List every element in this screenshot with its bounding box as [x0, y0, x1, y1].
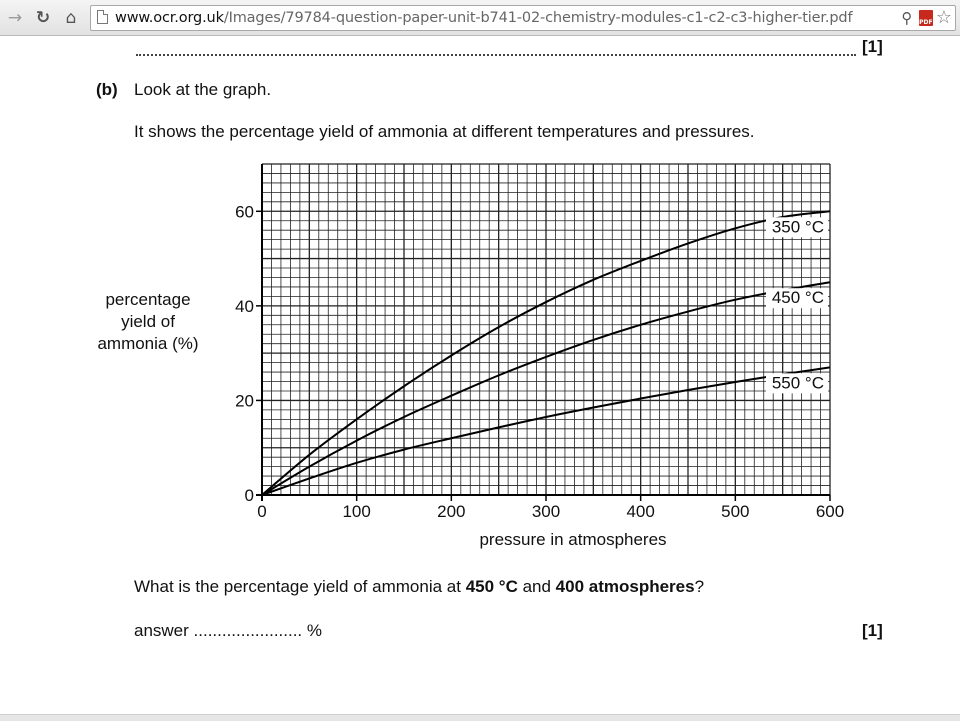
answer-line: answer ....................... % — [134, 621, 322, 640]
bookmark-star-icon[interactable]: ☆ — [935, 7, 952, 28]
url-domain: www.ocr.org.uk — [115, 10, 224, 26]
prompt-text-2: and — [517, 577, 556, 596]
prompt-text-3: ? — [694, 577, 705, 596]
x-tick-label: 500 — [721, 502, 750, 521]
x-tick-label: 100 — [342, 502, 371, 521]
pdf-icon[interactable]: PDF — [919, 10, 933, 26]
prompt-pressure: 400 atmospheres — [555, 577, 695, 596]
question-prompt — [134, 577, 704, 597]
question-mark: [1] — [862, 621, 883, 640]
series-label-3: 550 °C — [771, 373, 824, 393]
x-tick-label: 0 — [257, 502, 267, 521]
chart-x-axis-label: pressure in atmospheres — [479, 530, 667, 549]
home-icon[interactable]: ⌂ — [65, 7, 77, 28]
series-label-1: 350 °C — [771, 217, 824, 237]
chart-y-ticks — [235, 202, 262, 505]
description-text: It shows the percentage yield of ammonia at different temperatures and pressures. — [134, 122, 755, 141]
part-label: (b) — [96, 80, 118, 99]
chart-y-axis-label-line-1: percentage — [105, 290, 191, 309]
reload-icon[interactable]: ↻ — [35, 7, 51, 28]
chart-x-ticks — [257, 495, 844, 521]
x-tick-label: 400 — [626, 502, 655, 521]
chart-axes — [256, 164, 830, 501]
y-tick-label: 40 — [235, 296, 254, 316]
x-tick-label: 200 — [437, 502, 466, 521]
y-tick-label: 20 — [235, 391, 254, 411]
chart-y-axis-label-line-2: yield of — [121, 312, 175, 331]
prompt-text-1: What is the percentage yield of ammonia at — [134, 577, 466, 596]
series-label-2: 450 °C — [771, 288, 824, 308]
chart-series-labels — [766, 217, 828, 393]
x-tick-label: 300 — [531, 502, 561, 521]
zoom-icon[interactable]: ⚲ — [901, 9, 913, 27]
chart-y-axis-label-line-3: ammonia (%) — [97, 334, 199, 353]
y-tick-label: 0 — [244, 486, 254, 505]
back-arrow-icon[interactable]: → — [7, 7, 23, 28]
y-tick-label: 60 — [235, 202, 254, 222]
previous-mark: [1] — [862, 37, 883, 56]
instruction-text: Look at the graph. — [134, 80, 272, 99]
url-path: /Images/79784-question-paper-unit-b741-02-chemistry-modules-c1-c2-c3-higher-tier.pdf — [223, 10, 853, 26]
prompt-temperature: 450 °C — [465, 577, 518, 596]
x-tick-label: 600 — [815, 502, 845, 521]
